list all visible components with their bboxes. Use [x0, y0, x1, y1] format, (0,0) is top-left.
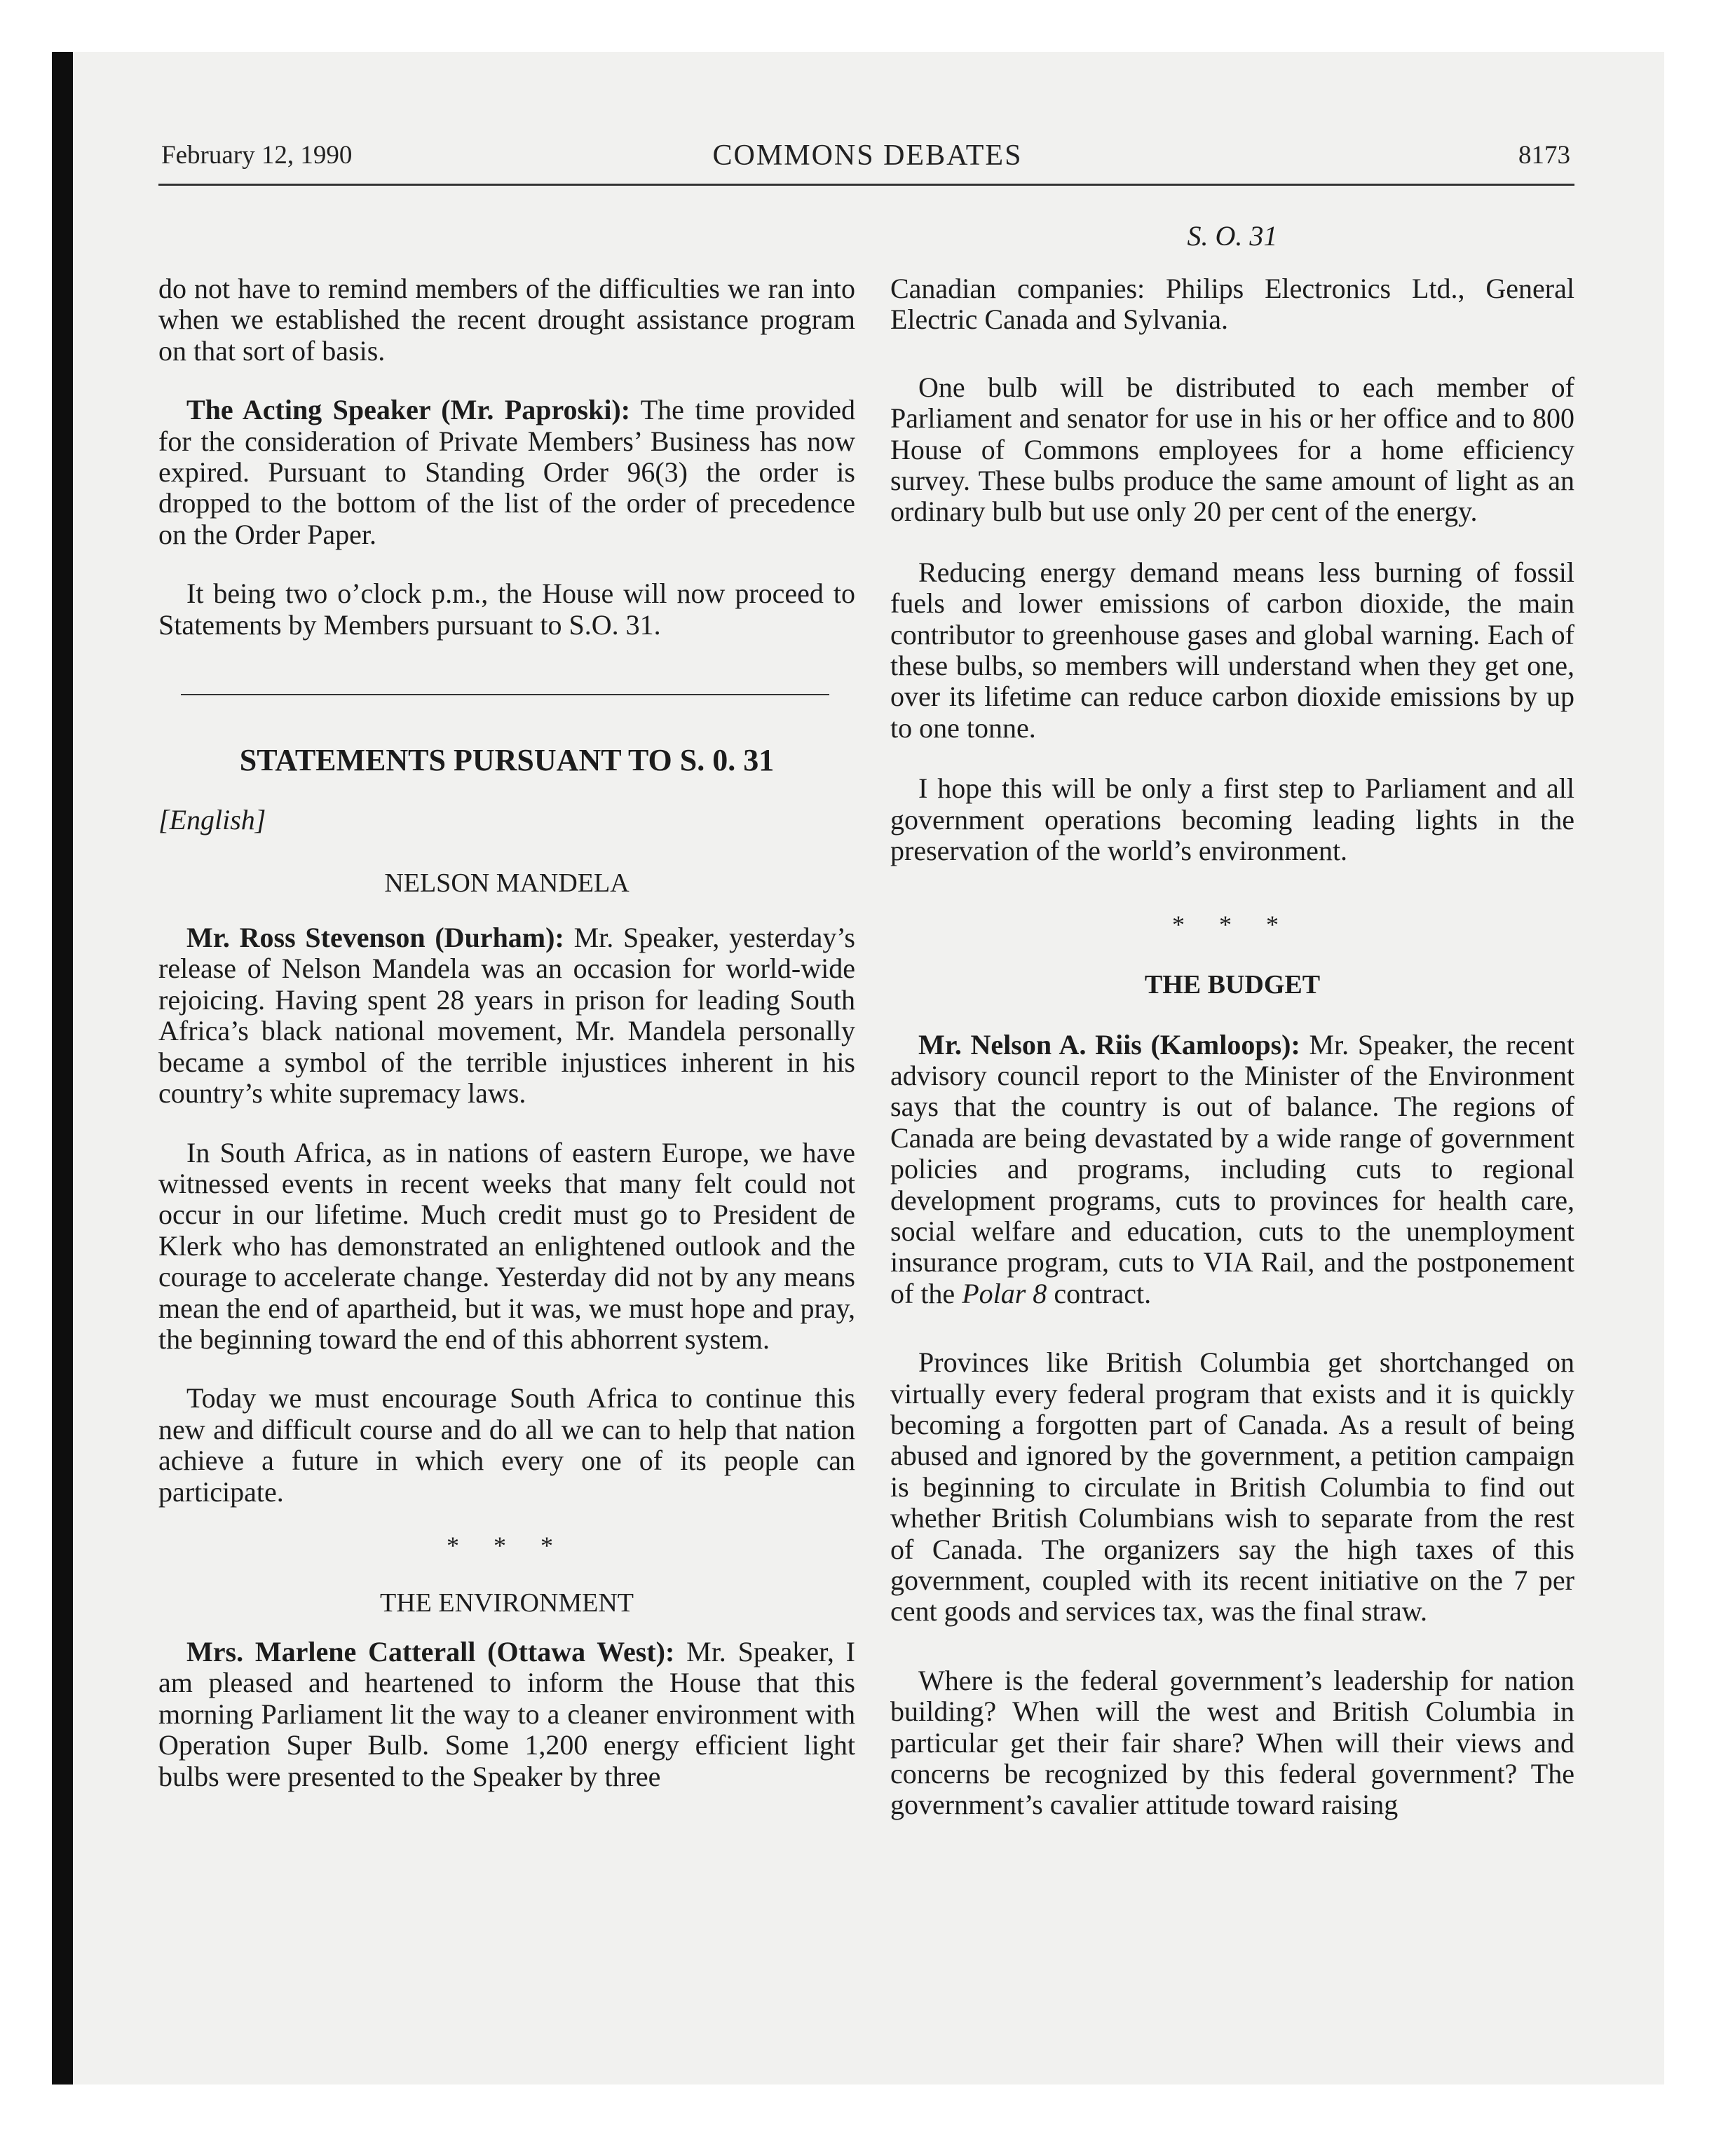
speech-text: Mr. Speaker, the recent advisory council report to the Minister of the Environment says that the country is out of balance. The regions of Canada are being devastated by a wide range of government policies and programs, including cuts to regional development programs, cuts to provinces for health care, social welfare and education, cuts to the unemployment insurance program, cuts to VIA Rail, and the postponement of the — [890, 1028, 1574, 1309]
speaker-name: Mr. Nelson A. Riis (Kamloops): — [918, 1028, 1300, 1060]
paragraph — [158, 395, 855, 550]
paragraph: Provinces like British Columbia get shortchanged on virtually every federal program that exists and it is quickly becoming a forgotten part of Canada. As a result of being abused and ignored by the government, a petition campaign is beginning to circulate in British Columbia to find out whether British Columbians wish to separate from the rest of Canada. The organizers say the high taxes of this government, coupled with its recent initiative on the 7 per cent goods and services tax, was the final straw. — [890, 1346, 1574, 1628]
paragraph — [158, 922, 855, 1109]
paragraph: Where is the federal government’s leadership for nation building? When will the west and British Columbia in particular get their fair share? When will their views and concerns be recognized by this federal government? The government’s cavalier attitude toward raising — [890, 1664, 1574, 1821]
speaker-name: Mr. Ross Stevenson (Durham): — [186, 922, 564, 954]
paragraph: Canadian companies: Philips Electronics Ltd., General Electric Canada and Sylvania. — [890, 273, 1574, 336]
paragraph — [890, 1030, 1574, 1310]
paragraph: I hope this will be only a first step to Parliament and all government operations becoming leading lights in the preservation of the world’s environment. — [890, 772, 1574, 867]
header-page-number: 8173 — [1518, 141, 1570, 170]
separator-stars: * * * — [447, 1531, 567, 1560]
running-head: S. O. 31 — [1187, 220, 1278, 252]
subheading: THE ENVIRONMENT — [379, 1588, 634, 1618]
language-tag: [English] — [158, 804, 266, 836]
paragraph: In South Africa, as in nations of eastern Europe, we have witnessed events in recent weeks that many felt could not occur in our lifetime. Much credit must go to President de Klerk who has demonstrated an enlightened outlook and the courage to accelerate change. Yesterday did not by any means mean the end of apartheid, but it was, we must hope and pray, the beginning toward the end of this abhorrent system. — [158, 1136, 855, 1355]
subheading: THE BUDGET — [1144, 969, 1321, 999]
speech-text: Mr. Speaker, yesterday’s release of Nelson Mandela was an occasion for world-wide rejoicing. Having spent 28 years in prison for leading South Africa’s black national movement, Mr. Mandela personally became a symbol of the terrible injustices inherent in his country’s white supremacy laws. — [158, 922, 855, 1110]
paragraph: Reducing energy demand means less burning of fossil fuels and lower emissions of carbon dioxide, the main contributor to greenhouse gases and global warning. Each of these bulbs, so members will understand when they get one, over its lifetime can reduce carbon dioxide emissions by up to one tonne. — [890, 556, 1574, 744]
speech-text: contract. — [1047, 1277, 1152, 1309]
header-rule — [158, 184, 1574, 186]
paragraph: It being two o’clock p.m., the House will now proceed to Statements by Members pursuant to S.O. 31. — [158, 578, 855, 641]
header-title: COMMONS DEBATES — [712, 139, 1023, 172]
subheading: NELSON MANDELA — [384, 868, 630, 899]
separator-stars: * * * — [1172, 910, 1293, 939]
header-date: February 12, 1990 — [161, 141, 353, 170]
paragraph: do not have to remind members of the difficulties we ran into when we established the recent drought assistance program on that sort of basis. — [158, 273, 855, 367]
left-column — [158, 273, 855, 1792]
speech-text: The time provided for the consideration of Private Members’ Business has now expired. Pursuant to Standing Order 96(3) the order is dropped to the bottom of the list of the order of precedence on the Order Paper. — [158, 394, 855, 550]
speech-text: Mr. Speaker, I am pleased and heartened to inform the House that this morning Parliament lit the way to a cleaner environment with Operation Super Bulb. Some 1,200 energy efficient light bulbs were presented to the Speaker by three — [158, 1635, 855, 1792]
binding-shadow — [52, 52, 73, 2085]
section-title: STATEMENTS PURSUANT TO S. 0. 31 — [239, 743, 775, 778]
speaker-name: The Acting Speaker (Mr. Paproski): — [186, 394, 631, 426]
paragraph — [158, 1637, 855, 1792]
paragraph: One bulb will be distributed to each member of Parliament and senator for use in his or her office and to 800 House of Commons employees for a home efficiency survey. These bulbs produce the same amount of light as an ordinary bulb but use only 20 per cent of the energy. — [890, 371, 1574, 528]
speaker-name: Mrs. Marlene Catterall (Ottawa West): — [186, 1635, 675, 1667]
paragraph: Today we must encourage South Africa to continue this new and difficult course and do all we can to help that nation achieve a future in which every one of its people can participate. — [158, 1382, 855, 1508]
right-column — [890, 273, 1574, 1821]
italic-title: Polar 8 — [962, 1277, 1047, 1309]
